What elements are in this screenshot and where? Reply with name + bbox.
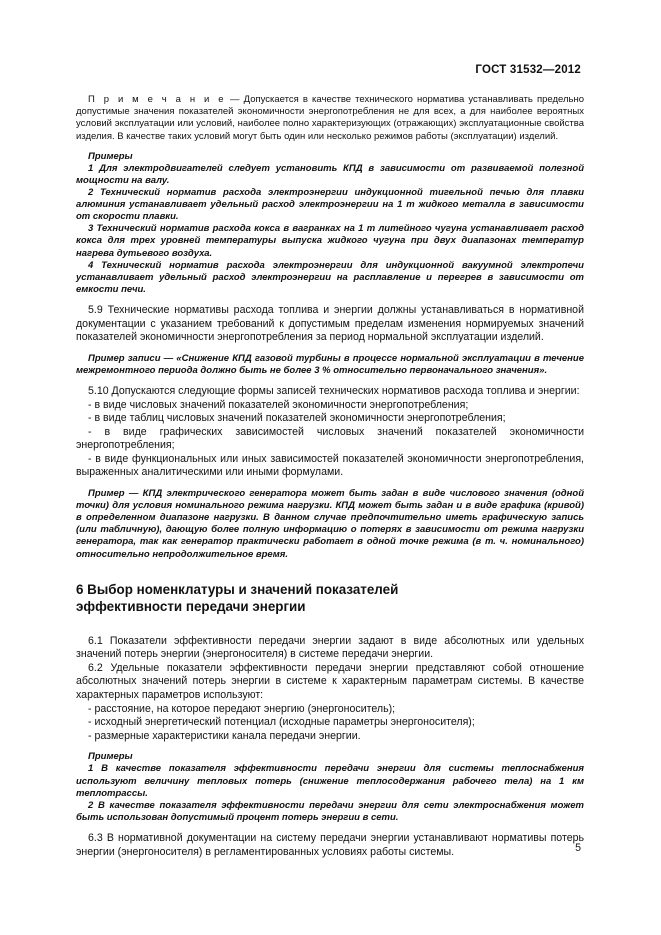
clause-5-10: 5.10 Допускаются следующие формы записей технических нормативов расхода топлива и энергии: xyxy=(88,384,580,397)
clause-5-9: 5.9 Технические нормативы расхода топлива и энергии должны устанавливаться в нормативной документации с указанием требований к допустимым пределам изменения нормируемых значений показателей экономичности энергопотребления за период нормальной эксплуатации изделий. xyxy=(76,303,584,344)
document-standard-id: ГОСТ 31532—2012 xyxy=(475,64,581,76)
example-item: 4 Технический норматив расхода электроэнергии для индукционной вакуумной электропечи устанавливает удельный расход электроэнергии на расплавление и перегрев в зависимости от емкости печи. xyxy=(76,259,584,295)
note-label: П р и м е ч а н и е xyxy=(88,94,226,105)
example-item: 2 Технический норматив расхода электроэнергии индукционной тигельной печью для плавки алюминия устанавливает удельный расход электроэнергии на 1 т жидкого металла в зависимости от скорости плавки. xyxy=(76,187,584,223)
section-title-line: эффективности передачи энергии xyxy=(76,598,306,614)
example-record: Пример записи — «Снижение КПД газовой турбины в процессе нормальной эксплуатации в течение межремонтного периода должно быть не более 3 % относительно первоначального значения». xyxy=(76,352,584,376)
example-item: 1 Для электродвигателей следует установить КПД в зависимости от развиваемой полезной мощности на валу. xyxy=(76,162,584,186)
list-item: - расстояние, на которое передают энергию (энергоноситель); xyxy=(88,702,396,715)
page-number: 5 xyxy=(575,842,581,854)
section-title-line: 6 Выбор номенклатуры и значений показателей xyxy=(76,581,399,597)
list-item: - размерные характеристики канала передачи энергии. xyxy=(88,729,361,742)
list-item: - в виде функциональных или иных зависимостей показателей экономичности энергопотребления, выраженных аналитическими или иными формулами. xyxy=(76,452,584,479)
clause-6-1: 6.1 Показатели эффективности передачи энергии задают в виде абсолютных или удельных значений потерь энергии (энергоносителя) в системе передачи энергии. xyxy=(76,634,584,661)
list-item: - исходный энергетический потенциал (исходные параметры энергоносителя); xyxy=(88,716,475,729)
clause-6-2: 6.2 Удельные показатели эффективности передачи энергии представляют собой отношение абсолютных значений потерь энергии в системе к характерным параметрам системы. В качестве характерных параметров используют: xyxy=(76,661,584,701)
example-item: 3 Технический норматив расхода кокса в вагранках на 1 т литейного чугуна устанавливает расход кокса для трех уровней температуры выпуска жидкого чугуна при двух диапазонах температур нагрева дутьевого воздуха. xyxy=(76,223,584,259)
list-item: - в виде таблиц числовых значений показателей экономичности энергопотребления; xyxy=(88,412,506,425)
note-paragraph xyxy=(76,94,584,143)
page-content xyxy=(76,94,584,859)
note-text: — Допускается в качестве технического норматива устанавливать предельно допустимые значения показателей экономичности энергопотребления не для всех, а для наиболее вероятных условий эксплуатации или условий, наиболее полно характеризующих (отражающих) эксплуатационные свойства изделия. В качестве таких условий могут быть один или несколько режимов работы (эксплуатации) изделий. xyxy=(76,94,584,142)
example-generator: Пример — КПД электрического генератора может быть задан в виде числового значения (одной точки) для условия номинального режима нагрузки. КПД может быть задан и в виде графика (кривой) в определенном диапазоне нагрузки. В данном случае предпочтительно иметь графическую запись (или табличную), дающую более полную информацию о потерях в зависимости от режима нагрузки генератора, так как генератор практически работает в одной точке режима (в т. ч. номинального) относительно непродолжительное время. xyxy=(76,488,584,560)
examples-heading: Примеры xyxy=(88,150,133,162)
list-item: - в виде числовых значений показателей экономичности энергопотребления; xyxy=(88,398,469,411)
examples-heading: Примеры xyxy=(88,751,133,763)
example-item: 1 В качестве показателя эффективности передачи энергии для системы теплоснабжения используют величину тепловых потерь (снижение теплосодержания рабочего тела) на 1 км теплотрассы. xyxy=(76,763,584,799)
example-item: 2 В качестве показателя эффективности передачи энергии для сети электроснабжения может быть использован допустимый процент потерь энергии в сети. xyxy=(76,799,584,823)
clause-6-3: 6.3 В нормативной документации на систему передачи энергии устанавливают нормативы потерь энергии (энергоносителя) в регламентированных условиях работы системы. xyxy=(76,831,584,858)
list-item: - в виде графических зависимостей числовых значений показателей экономичности энергопотребления; xyxy=(76,425,584,452)
section-6-title xyxy=(76,581,584,615)
